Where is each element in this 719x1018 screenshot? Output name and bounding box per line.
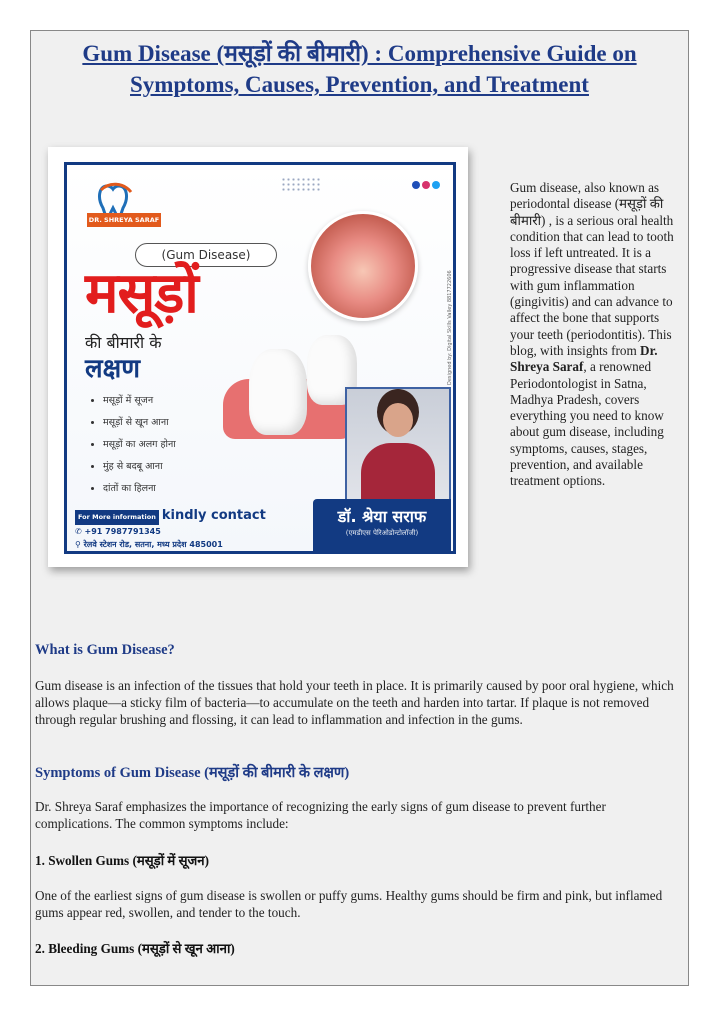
tooth-illustration (249, 349, 307, 435)
info-tag: For More information (75, 510, 159, 525)
what-heading: What is Gum Disease? (35, 642, 175, 658)
doctor-nameplate (313, 499, 451, 551)
bullet-item: • मसूड़ों से खून आना (103, 415, 176, 428)
social-icons (412, 174, 452, 186)
address: रेलवे स्टेशन रोड, सतना, मध्य प्रदेश 485001 (83, 540, 223, 549)
intro-paragraph (510, 180, 684, 490)
what-paragraph: Gum disease is an infection of the tissues that hold your teeth in place. It is primarily caused by poor oral hygiene, which allows plaque—a sticky film of bacteria—to accumulate on the teeth and harden into tartar. If plaque is not removed through regular brushing and flossing, it can lead to inflammation and infection in the gums. (35, 678, 674, 727)
title-line-2: Symptoms, Causes, Prevention, and Treatment (130, 72, 589, 97)
dot-pattern (281, 177, 321, 191)
contact-cta: kindly contact (161, 508, 266, 523)
doctor-name-bold: Dr. Shreya Saraf (510, 342, 658, 375)
symptoms-heading: Symptoms of Gum Disease (मसूड़ों की बीमारी के लक्षण) (35, 765, 350, 781)
poster-subheading: की बीमारी के (85, 333, 162, 352)
instagram-icon (422, 181, 430, 189)
intro-text: Gum disease, also known as periodontal disease (मसूड़ों की बीमारी) , is a serious oral health condition that can lead to tooth loss if left untreated. It is a progressive disease that starts with gum inflammation (gingivitis) and can advance to affect the bone that supports your teeth (periodontitis). This blog, with insights from (510, 180, 674, 358)
symptom-bullets (89, 393, 176, 503)
doctor-name: डॉ. श्रेया सराफ (337, 507, 427, 526)
title-line-1: Gum Disease (मसूड़ों की बीमारी) : Comprehensive Guide on (82, 41, 637, 66)
symptoms-paragraph: Dr. Shreya Saraf emphasizes the importance of recognizing the early signs of gum disease to prevent further complications. The common symptoms include: (35, 799, 606, 831)
doctor-photo (345, 387, 451, 507)
bleeding-gums-heading: 2. Bleeding Gums (मसूड़ों से खून आना) (35, 941, 235, 956)
facebook-icon (412, 181, 420, 189)
page-title (34, 38, 685, 100)
twitter-icon (432, 181, 440, 189)
poster-subheading-2: लक्षण (85, 354, 141, 384)
intro-text-rest: , a renowned Periodontologist in Satna, Madhya Pradesh, covers everything you need to know about gum disease, including symptoms, causes, stages, prevention, and available treatment options. (510, 359, 664, 489)
brand-label: DR. SHREYA SARAF (87, 213, 161, 227)
gum-closeup-photo (308, 211, 418, 321)
bullet-item: • मसूड़ों में सूजन (103, 393, 176, 406)
gum-disease-pill: (Gum Disease) (135, 243, 277, 267)
swollen-gums-paragraph: One of the earliest signs of gum disease is swollen or puffy gums. Healthy gums should be firm and pink, but inflamed gums appear red, swollen, and tender to the touch. (35, 888, 663, 920)
bullet-item: • दांतों का हिलना (103, 481, 176, 494)
designer-credit: Designed by: Digital Skills Valley 8817722606 (447, 270, 453, 385)
phone-icon: ✆ (75, 527, 85, 536)
phone-number: +91 7987791345 (84, 527, 161, 536)
poster-headline: मसूड़ों (85, 261, 198, 326)
bullet-item: • मुंह से बदबू आना (103, 459, 176, 472)
location-icon: ⚲ (75, 540, 84, 549)
doctor-qualification: (एमडीएस पेरिओडोन्टोलॉजी) (345, 529, 419, 537)
doctor-head (383, 403, 413, 437)
bullet-item: • मसूड़ों का अलग होना (103, 437, 176, 450)
doctor-body (361, 443, 435, 507)
swollen-gums-heading: 1. Swollen Gums (मसूड़ों में सूजन) (35, 853, 210, 868)
poster-image (64, 162, 456, 554)
contact-block (75, 509, 266, 551)
